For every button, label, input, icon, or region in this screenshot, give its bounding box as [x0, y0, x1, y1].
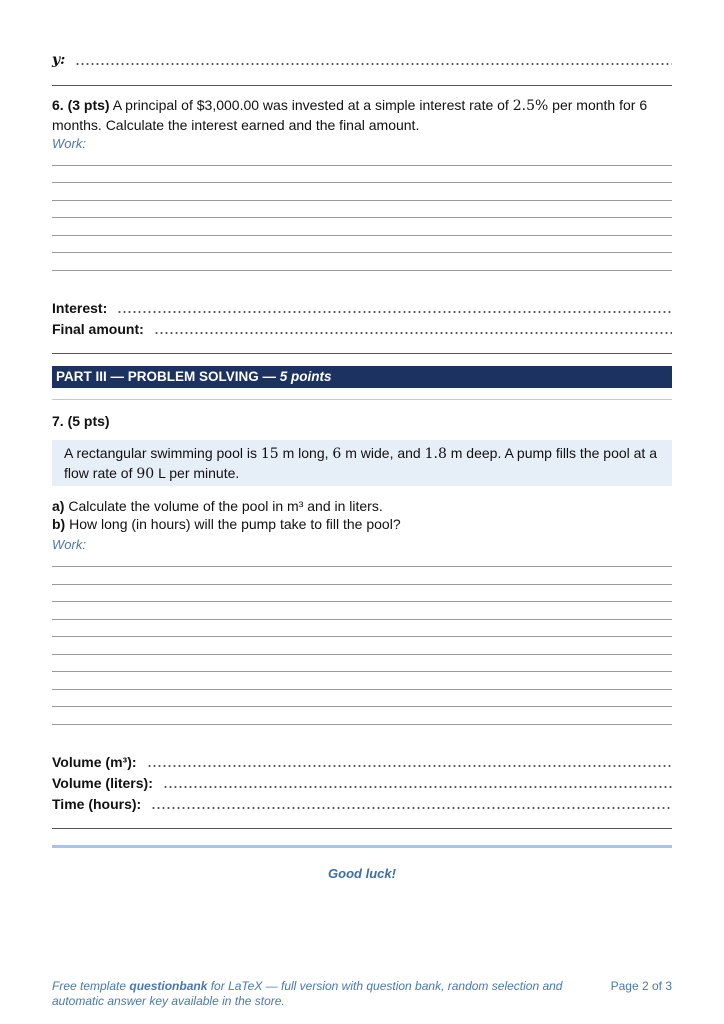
answer-row-interest: [52, 300, 672, 320]
statement-text: A rectangular swimming pool is: [64, 445, 261, 461]
part-b-text: How long (in hours) will the pump take to fill the pool?: [65, 516, 401, 532]
statement-text: m long,: [278, 445, 333, 461]
answer-label-time-hours: Time (hours):: [52, 796, 142, 812]
question-separator: [52, 85, 672, 86]
footer-text: for LaTeX — full version with question bank, random selection and automatic answer key available in the store.: [52, 979, 563, 1008]
answer-row-y: [52, 52, 672, 72]
question-6-number: 6.: [52, 97, 64, 113]
question-7-heading: [52, 412, 676, 431]
answer-blank-interest[interactable]: [117, 309, 672, 315]
work-line[interactable]: [52, 671, 672, 672]
answer-label-y: y:: [52, 52, 66, 68]
work-line[interactable]: [52, 601, 672, 602]
question-7-statement-box: [52, 440, 672, 486]
closing-rule: [52, 845, 672, 848]
question-6-text-a: A principal of $3,000.00 was invested at a simple interest rate of: [112, 97, 513, 113]
answer-blank-final-amount[interactable]: [154, 330, 672, 336]
pool-length: 15: [260, 446, 279, 462]
question-6-text-b: per month for 6 months. Calculate the interest earned and the final amount.: [52, 97, 648, 133]
statement-text: L per minute.: [154, 465, 240, 481]
part-a-text: Calculate the volume of the pool in m³ and in liters.: [64, 498, 383, 514]
work-line[interactable]: [52, 217, 672, 218]
part-3-banner: [52, 366, 672, 388]
statement-text: m wide, and: [341, 445, 425, 461]
page-footer: [52, 979, 612, 1009]
answer-label-volume-liters: Volume (liters):: [52, 775, 153, 791]
work-line[interactable]: [52, 724, 672, 725]
work-line[interactable]: [52, 584, 672, 585]
answer-row-volume-m3: [52, 754, 672, 774]
pool-width: 6: [332, 446, 342, 462]
page-number: Page 2 of 3: [610, 979, 672, 993]
pump-rate: 90: [136, 466, 155, 482]
part-a-label: a): [52, 498, 65, 514]
work-line[interactable]: [52, 252, 672, 253]
part-3-points: 5 points: [279, 369, 332, 384]
answer-label-final-amount: Final amount:: [52, 321, 144, 337]
work-line[interactable]: [52, 654, 672, 655]
answer-row-final-amount: [52, 321, 672, 341]
question-7-points: (5 pts): [67, 413, 110, 429]
answer-row-volume-liters: [52, 775, 672, 795]
part-b-label: b): [52, 516, 66, 532]
question-6-work-label: Work:: [52, 136, 86, 151]
question-6-text: [52, 96, 676, 135]
work-line[interactable]: [52, 689, 672, 690]
work-line[interactable]: [52, 165, 672, 166]
part-3-title: PART III — PROBLEM SOLVING —: [56, 369, 280, 384]
footer-text: Free template: [52, 979, 130, 993]
question-7-work-label: Work:: [52, 537, 86, 552]
work-line[interactable]: [52, 235, 672, 236]
answer-blank-y[interactable]: [75, 61, 672, 67]
part-separator: [52, 399, 672, 400]
work-line[interactable]: [52, 706, 672, 707]
question-6-points: (3 pts): [67, 97, 110, 113]
statement-text: m deep. A pump fills the pool at a flow rate of: [64, 445, 657, 481]
question-7-number: 7.: [52, 413, 64, 429]
work-line[interactable]: [52, 636, 672, 637]
work-line[interactable]: [52, 566, 672, 567]
footer-brand: questionbank: [129, 979, 208, 993]
question-7-part-b: [52, 515, 676, 534]
answer-blank-volume-liters[interactable]: [163, 784, 672, 790]
good-luck-text: Good luck!: [328, 866, 396, 881]
work-line[interactable]: [52, 200, 672, 201]
answer-blank-volume-m3[interactable]: [147, 763, 672, 769]
work-line[interactable]: [52, 270, 672, 271]
question-separator: [52, 353, 672, 354]
pool-depth: 1.8: [424, 446, 447, 462]
answer-blank-time-hours[interactable]: [151, 805, 672, 811]
work-line[interactable]: [52, 182, 672, 183]
answer-label-volume-m3: Volume (m³):: [52, 754, 137, 770]
work-line[interactable]: [52, 619, 672, 620]
question-separator: [52, 828, 672, 829]
answer-label-interest: Interest:: [52, 300, 108, 316]
question-6-rate: 2.5%: [512, 98, 549, 114]
question-7-part-a: [52, 497, 676, 516]
answer-row-time-hours: [52, 796, 672, 816]
